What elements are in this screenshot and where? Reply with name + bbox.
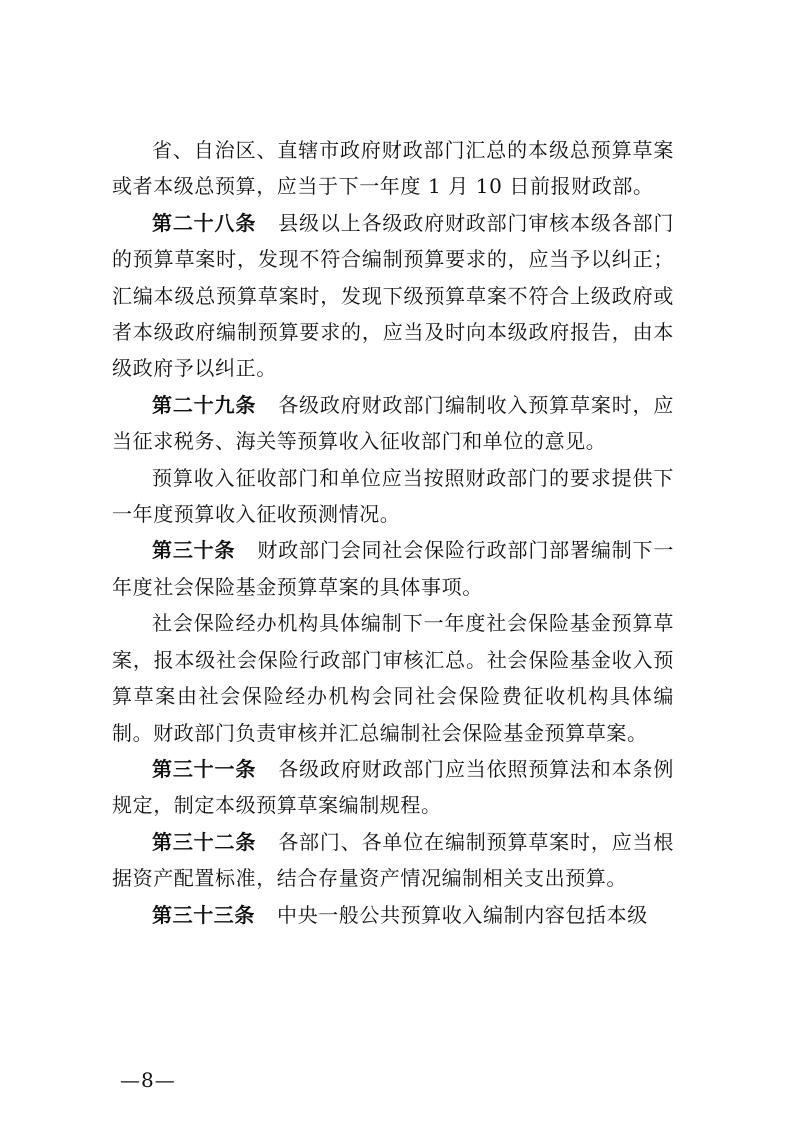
paragraph-text: 县级以上各级政府财政部门审核本级各部门的预算草案时，发现不符合编制预算要求的，应当予以纠正；汇编本级总预算草案时，发现下级预算草案不符合上级政府或者本级政府编制预算要求的，应当及时向本级政府报告，由本级政府予以纠正。 bbox=[112, 210, 674, 381]
paragraph-text: 中央一般公共预算收入编制内容包括本级 bbox=[277, 902, 648, 927]
article-number: 第三十一条 bbox=[152, 756, 257, 781]
paragraph-text: 各级政府财政部门应当依照预算法和本条例规定，制定本级预算草案编制规程。 bbox=[112, 756, 674, 818]
article-number: 第二十九条 bbox=[152, 392, 257, 417]
document-body bbox=[112, 132, 674, 933]
paragraph bbox=[112, 205, 674, 387]
article-number: 第三十二条 bbox=[152, 829, 257, 854]
paragraph bbox=[112, 460, 674, 533]
paragraph bbox=[112, 532, 674, 605]
page-number: —8— bbox=[120, 1068, 176, 1092]
paragraph bbox=[112, 605, 674, 751]
paragraph bbox=[112, 897, 674, 933]
paragraph bbox=[112, 132, 674, 205]
paragraph bbox=[112, 751, 674, 824]
article-number: 第三十三条 bbox=[152, 902, 255, 927]
paragraph-text: 财政部门会同社会保险行政部门部署编制下一年度社会保险基金预算草案的具体事项。 bbox=[112, 538, 674, 599]
paragraph-text: 各级政府财政部门编制收入预算草案时，应当征求税务、海关等预算收入征收部门和单位的意见。 bbox=[112, 392, 674, 454]
paragraph bbox=[112, 824, 674, 897]
paragraph bbox=[112, 387, 674, 460]
article-number: 第二十八条 bbox=[152, 210, 257, 235]
paragraph-text: 社会保险经办机构具体编制下一年度社会保险基金预算草案，报本级社会保险行政部门审核汇总。社会保险基金收入预算草案由社会保险经办机构会同社会保险费征收机构具体编制。财政部门负责审核并汇总编制社会保险基金预算草案。 bbox=[112, 611, 674, 745]
paragraph-text: 各部门、各单位在编制预算草案时，应当根据资产配置标准，结合存量资产情况编制相关支出预算。 bbox=[112, 829, 674, 891]
article-number: 第三十条 bbox=[152, 538, 236, 563]
paragraph-text: 省、自治区、直辖市政府财政部门汇总的本级总预算草案或者本级总预算，应当于下一年度 1 月 10 日前报财政部。 bbox=[112, 138, 674, 199]
paragraph-text: 预算收入征收部门和单位应当按照财政部门的要求提供下一年度预算收入征收预测情况。 bbox=[112, 465, 674, 527]
